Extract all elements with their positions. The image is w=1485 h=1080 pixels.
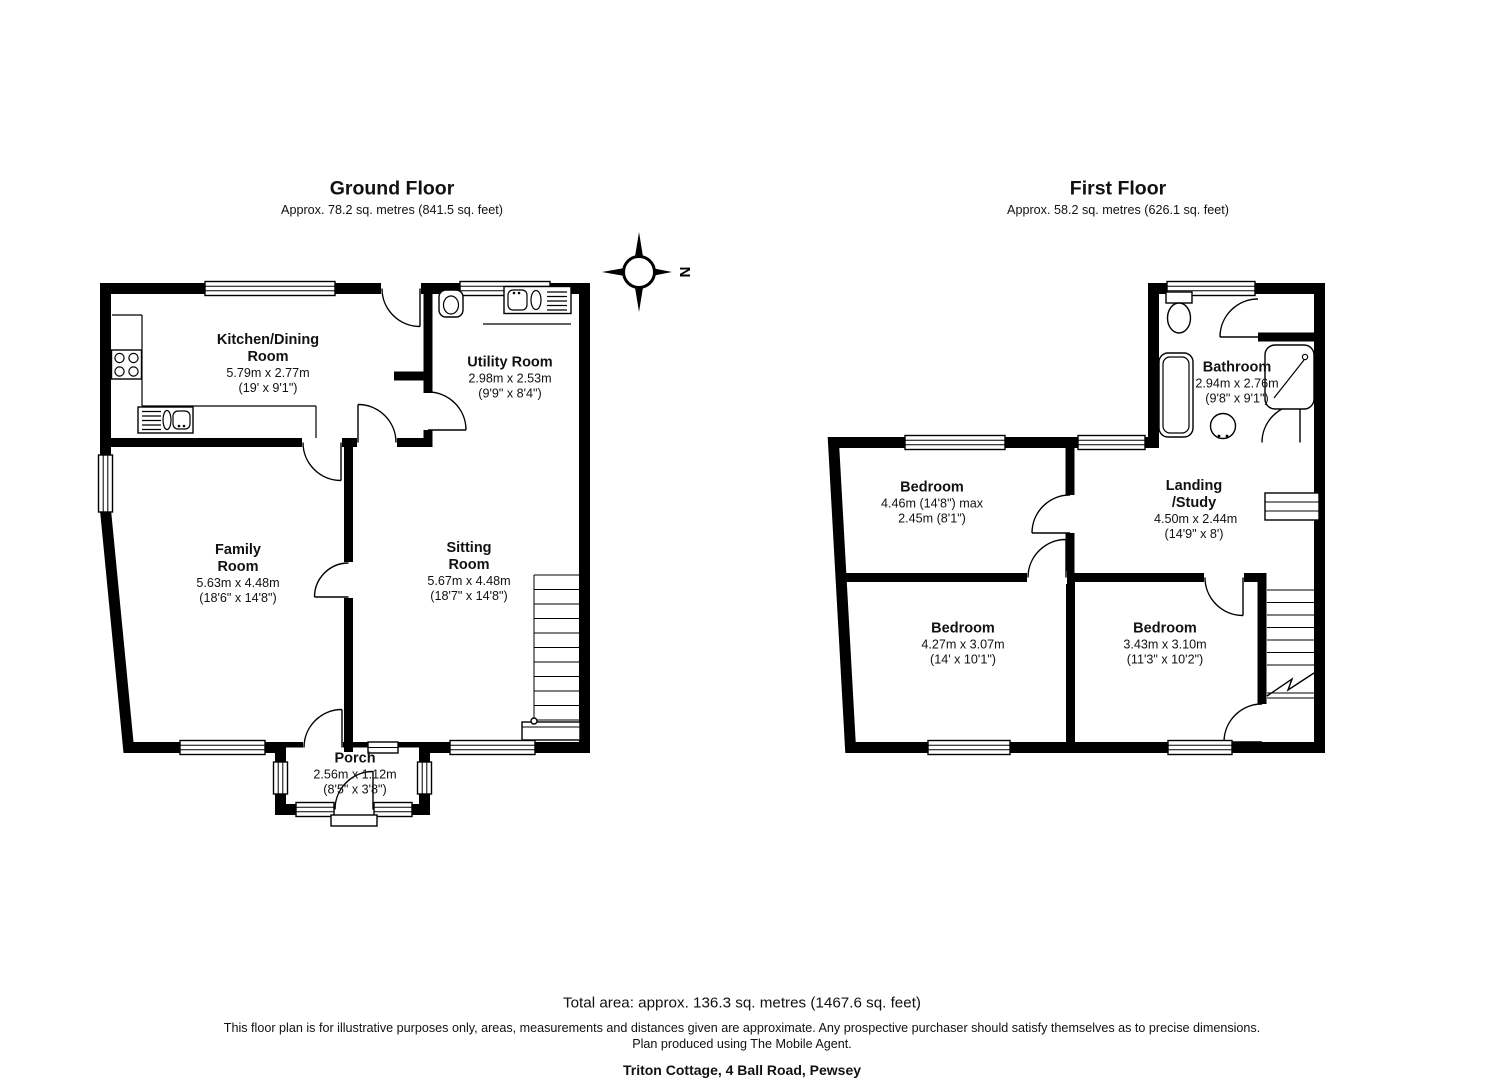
room-name: Family Room (215, 542, 261, 576)
room-dims: 4.27m x 3.07m (921, 637, 1005, 652)
room-dims: (14'9" x 8') (1164, 527, 1224, 542)
footer-produced-by: Plan produced using The Mobile Agent. (632, 1037, 852, 1051)
ground-floor-plan (85, 265, 625, 835)
room-dims: (9'8" x 9'1") (1205, 391, 1269, 406)
first-floor-subtitle: Approx. 58.2 sq. metres (626.1 sq. feet) (1007, 203, 1229, 217)
compass-north-label: N (676, 266, 693, 278)
room-name: Utility Room (467, 354, 553, 371)
room-dims: 2.94m x 2.76m (1195, 376, 1279, 391)
room-label-sitting (424, 540, 514, 604)
room-dims: 5.63m x 4.48m (196, 576, 280, 591)
utility-basin-icon (439, 290, 463, 317)
kitchen-sink-icon (138, 407, 193, 433)
room-label-utility (465, 355, 555, 402)
bathroom-sink-icon (1211, 414, 1236, 439)
room-dims: 2.45m (8'1") (898, 511, 966, 526)
room-label-porch (275, 751, 435, 798)
room-dims: (19' x 9'1") (238, 381, 298, 396)
footer-disclaimer: This floor plan is for illustrative purposes only, areas, measurements and distances given are approximate. Any prospective purchaser should satisfy themselves as to precise dimensions. (223, 1021, 1261, 1035)
room-dims: (14' x 10'1") (930, 652, 996, 667)
ground-floor-title: Ground Floor (329, 177, 455, 200)
room-dims: 2.98m x 2.53m (468, 371, 552, 386)
room-label-bedroom-left (898, 621, 1028, 668)
room-dims: 5.79m x 2.77m (226, 366, 310, 381)
room-name: Sitting Room (446, 540, 492, 574)
room-dims: (11'3" x 10'2") (1126, 652, 1204, 667)
room-dims: (8'5" x 3'8") (323, 782, 387, 797)
toilet-icon (1166, 292, 1192, 333)
room-name: Bedroom (900, 479, 964, 496)
room-label-bathroom (1177, 360, 1297, 407)
room-label-landing-study (1154, 478, 1238, 542)
room-dims: (18'7" x 14'8") (430, 589, 508, 604)
room-label-kitchen-dining (206, 332, 331, 396)
room-dims: (9'9" x 8'4") (478, 386, 542, 401)
room-name: Bathroom (1202, 359, 1272, 376)
footer-total-area: Total area: approx. 136.3 sq. metres (1467.6 sq. feet) (563, 994, 921, 1012)
footer-address: Triton Cottage, 4 Ball Road, Pewsey (622, 1062, 862, 1078)
room-name: Porch (334, 750, 376, 767)
room-dims: 4.46m (14'8") max (880, 496, 984, 511)
room-name: Bedroom (1133, 620, 1197, 637)
room-dims: (18'6" x 14'8") (199, 591, 277, 606)
room-label-family (193, 542, 283, 606)
room-name: Landing /Study (1165, 478, 1223, 512)
airing-cupboard (1265, 493, 1319, 520)
room-name: Bedroom (931, 620, 995, 637)
room-dims: 5.67m x 4.48m (427, 574, 511, 589)
room-dims: 2.56m x 1.12m (313, 767, 397, 782)
room-label-bedroom-top (847, 480, 1017, 527)
room-dims: 4.50m x 2.44m (1154, 512, 1238, 527)
ground-floor-subtitle: Approx. 78.2 sq. metres (841.5 sq. feet) (281, 203, 503, 217)
room-dims: 3.43m x 3.10m (1123, 637, 1207, 652)
first-floor-title: First Floor (1069, 177, 1167, 200)
room-name: Kitchen/Dining Room (216, 332, 320, 366)
stove-icon (112, 350, 142, 379)
room-label-bedroom-right (1100, 621, 1230, 668)
